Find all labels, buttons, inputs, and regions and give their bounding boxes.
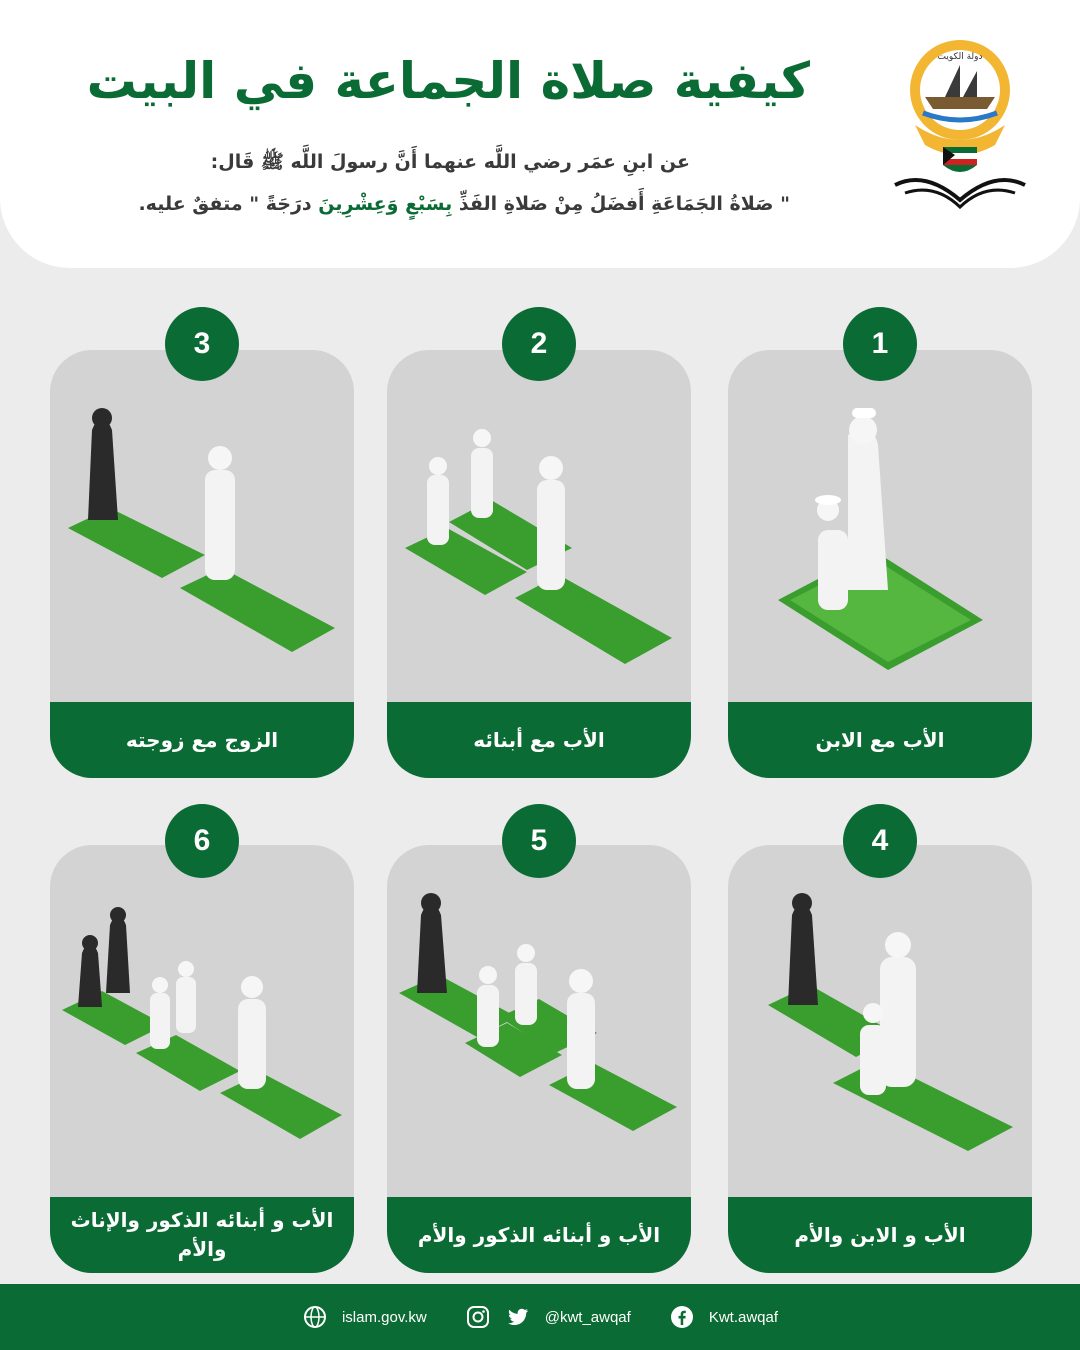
card-label: الأب مع أبنائه bbox=[387, 702, 691, 778]
illustration-family-icon bbox=[50, 845, 354, 1179]
card-father-son bbox=[728, 350, 1032, 778]
instagram-icon[interactable] bbox=[465, 1304, 491, 1330]
illustration-father-sons-mother-icon bbox=[387, 845, 691, 1179]
globe-icon bbox=[302, 1304, 328, 1330]
card-label: الزوج مع زوجته bbox=[50, 702, 354, 778]
card-label: الأب و أبنائه الذكور والأم bbox=[387, 1197, 691, 1273]
illustration-husband-wife-icon bbox=[50, 350, 354, 702]
twitter-icon[interactable] bbox=[505, 1304, 531, 1330]
website-link[interactable]: islam.gov.kw bbox=[341, 1308, 427, 1326]
card-number-badge: 3 bbox=[165, 307, 239, 381]
hadith-line-2 bbox=[30, 193, 790, 215]
card-father-son-mother bbox=[728, 845, 1032, 1273]
card-label: الأب مع الابن bbox=[728, 702, 1032, 778]
hadith-line-1: عن ابنِ عمَر رضي اللَّه عنهما أَنَّ رسولَ اللَّه ﷺ قَال: bbox=[210, 151, 690, 173]
illustration-father-son-icon bbox=[728, 350, 1032, 702]
card-label: الأب و الابن والأم bbox=[728, 1197, 1032, 1273]
ministry-logo-icon bbox=[885, 35, 1035, 215]
card-number-badge: 1 bbox=[843, 307, 917, 381]
illustration-father-son-mother-icon bbox=[728, 845, 1032, 1179]
card-father-sons-mother bbox=[387, 845, 691, 1273]
card-number-badge: 5 bbox=[502, 804, 576, 878]
social-handle[interactable]: @kwt_awqaf bbox=[544, 1308, 631, 1326]
header bbox=[0, 0, 1080, 268]
facebook-icon[interactable] bbox=[669, 1304, 695, 1330]
card-number-badge: 4 bbox=[843, 804, 917, 878]
card-number-badge: 2 bbox=[502, 307, 576, 381]
hadith-highlight: بِسَبْعٍ وَعِشْرِينَ bbox=[318, 193, 453, 215]
facebook-link[interactable]: Kwt.awqaf bbox=[708, 1308, 779, 1326]
logo-text: دولة الكويت bbox=[937, 52, 983, 62]
hadith-text-post: درَجَةً " متفقٌ عليه. bbox=[138, 193, 319, 215]
hadith-text-pre: " صَلاةُ الجَمَاعَةِ أَفضَلُ مِنْ صَلاةِ الفَذِّ bbox=[452, 193, 790, 215]
card-father-sons-daughters-mother bbox=[50, 845, 354, 1273]
card-number-badge: 6 bbox=[165, 804, 239, 878]
card-husband-wife bbox=[50, 350, 354, 778]
footer bbox=[0, 1284, 1080, 1350]
card-label: الأب و أبنائه الذكور والإناث والأم bbox=[50, 1197, 354, 1273]
page-title: كيفية صلاة الجماعة في البيت bbox=[86, 52, 810, 110]
card-father-sons bbox=[387, 350, 691, 778]
illustration-father-sons-icon bbox=[387, 350, 691, 702]
